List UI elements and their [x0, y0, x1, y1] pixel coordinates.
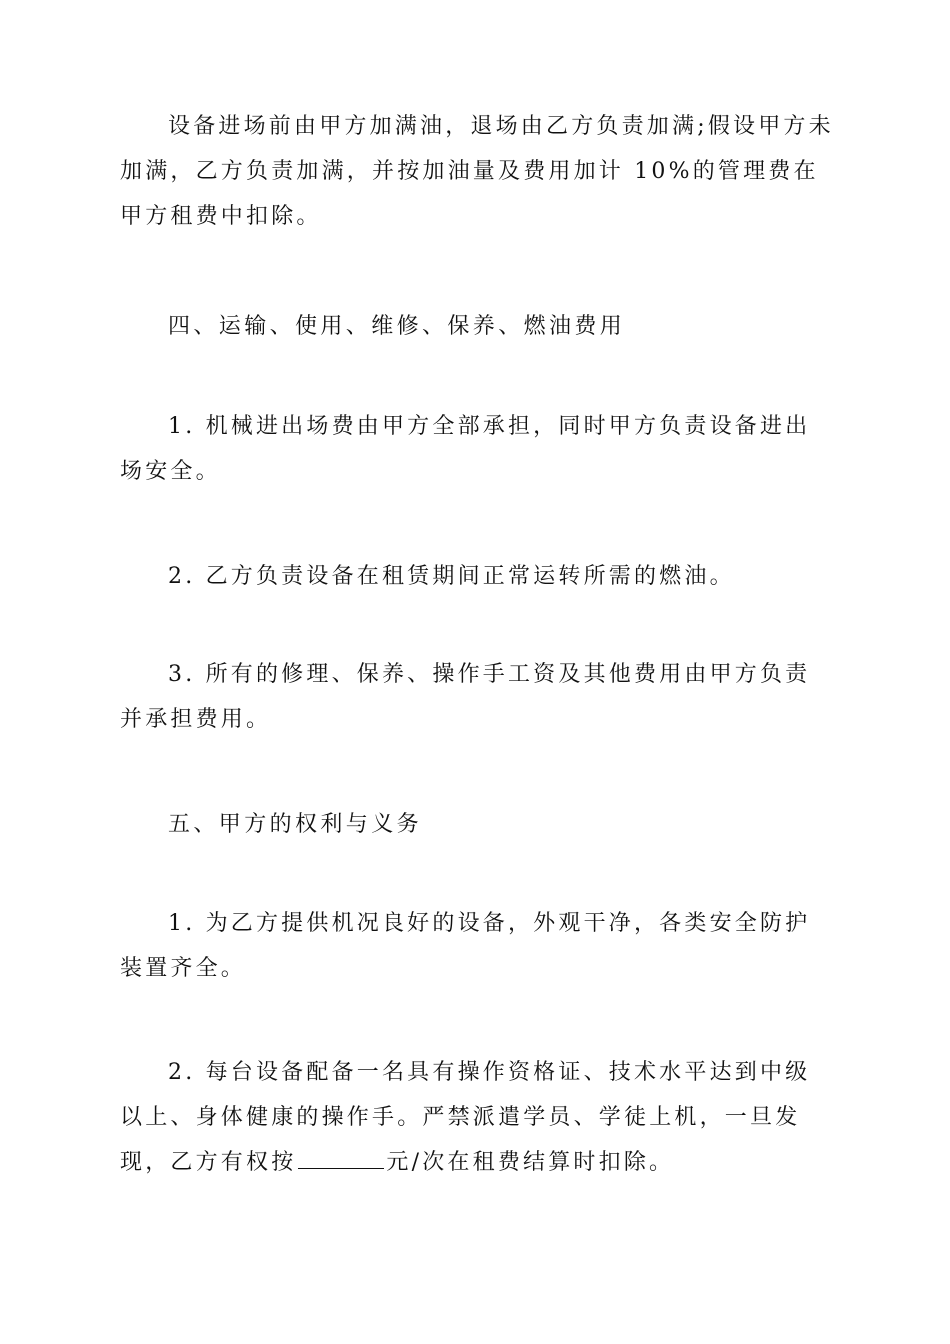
paragraph-text: 1. 机械进出场费由甲方全部承担，同时甲方负责设备进出场安全。	[120, 414, 811, 484]
paragraph-text: 2. 乙方负责设备在租赁期间正常运转所需的燃油。	[168, 564, 735, 589]
fill-in-blank	[298, 1142, 384, 1169]
section-heading-four	[120, 304, 835, 349]
paragraph-good-equipment	[120, 901, 835, 991]
section-heading-five	[120, 802, 835, 847]
paragraph-text: 3. 所有的修理、保养、操作手工资及其他费用由甲方负责并承担费用。	[120, 662, 811, 732]
paragraph-text: 2. 每台设备配备一名具有操作资格证、技术水平达到中级以上、身体健康的操作手。严禁派遣学员、学徒上机，一旦发现，乙方有权按	[120, 1060, 811, 1175]
paragraph-text-continued: 元/次在租费结算时扣除。	[386, 1150, 675, 1175]
paragraph-entry-exit-fee	[120, 404, 835, 494]
paragraph-operator-requirements	[120, 1050, 835, 1185]
heading-text: 四、运输、使用、维修、保养、燃油费用	[168, 314, 626, 339]
paragraph-repair-costs	[120, 652, 835, 742]
paragraph-fuel-during-lease	[120, 554, 835, 599]
paragraph-text: 1. 为乙方提供机况良好的设备，外观干净，各类安全防护装置齐全。	[120, 911, 811, 981]
paragraph-fuel-refill	[120, 104, 835, 239]
paragraph-text: 设备进场前由甲方加满油，退场由乙方负责加满;假设甲方未加满，乙方负责加满，并按加油量及费用加计 10%的管理费在甲方租费中扣除。	[120, 114, 834, 229]
heading-text: 五、甲方的权利与义务	[168, 812, 423, 837]
